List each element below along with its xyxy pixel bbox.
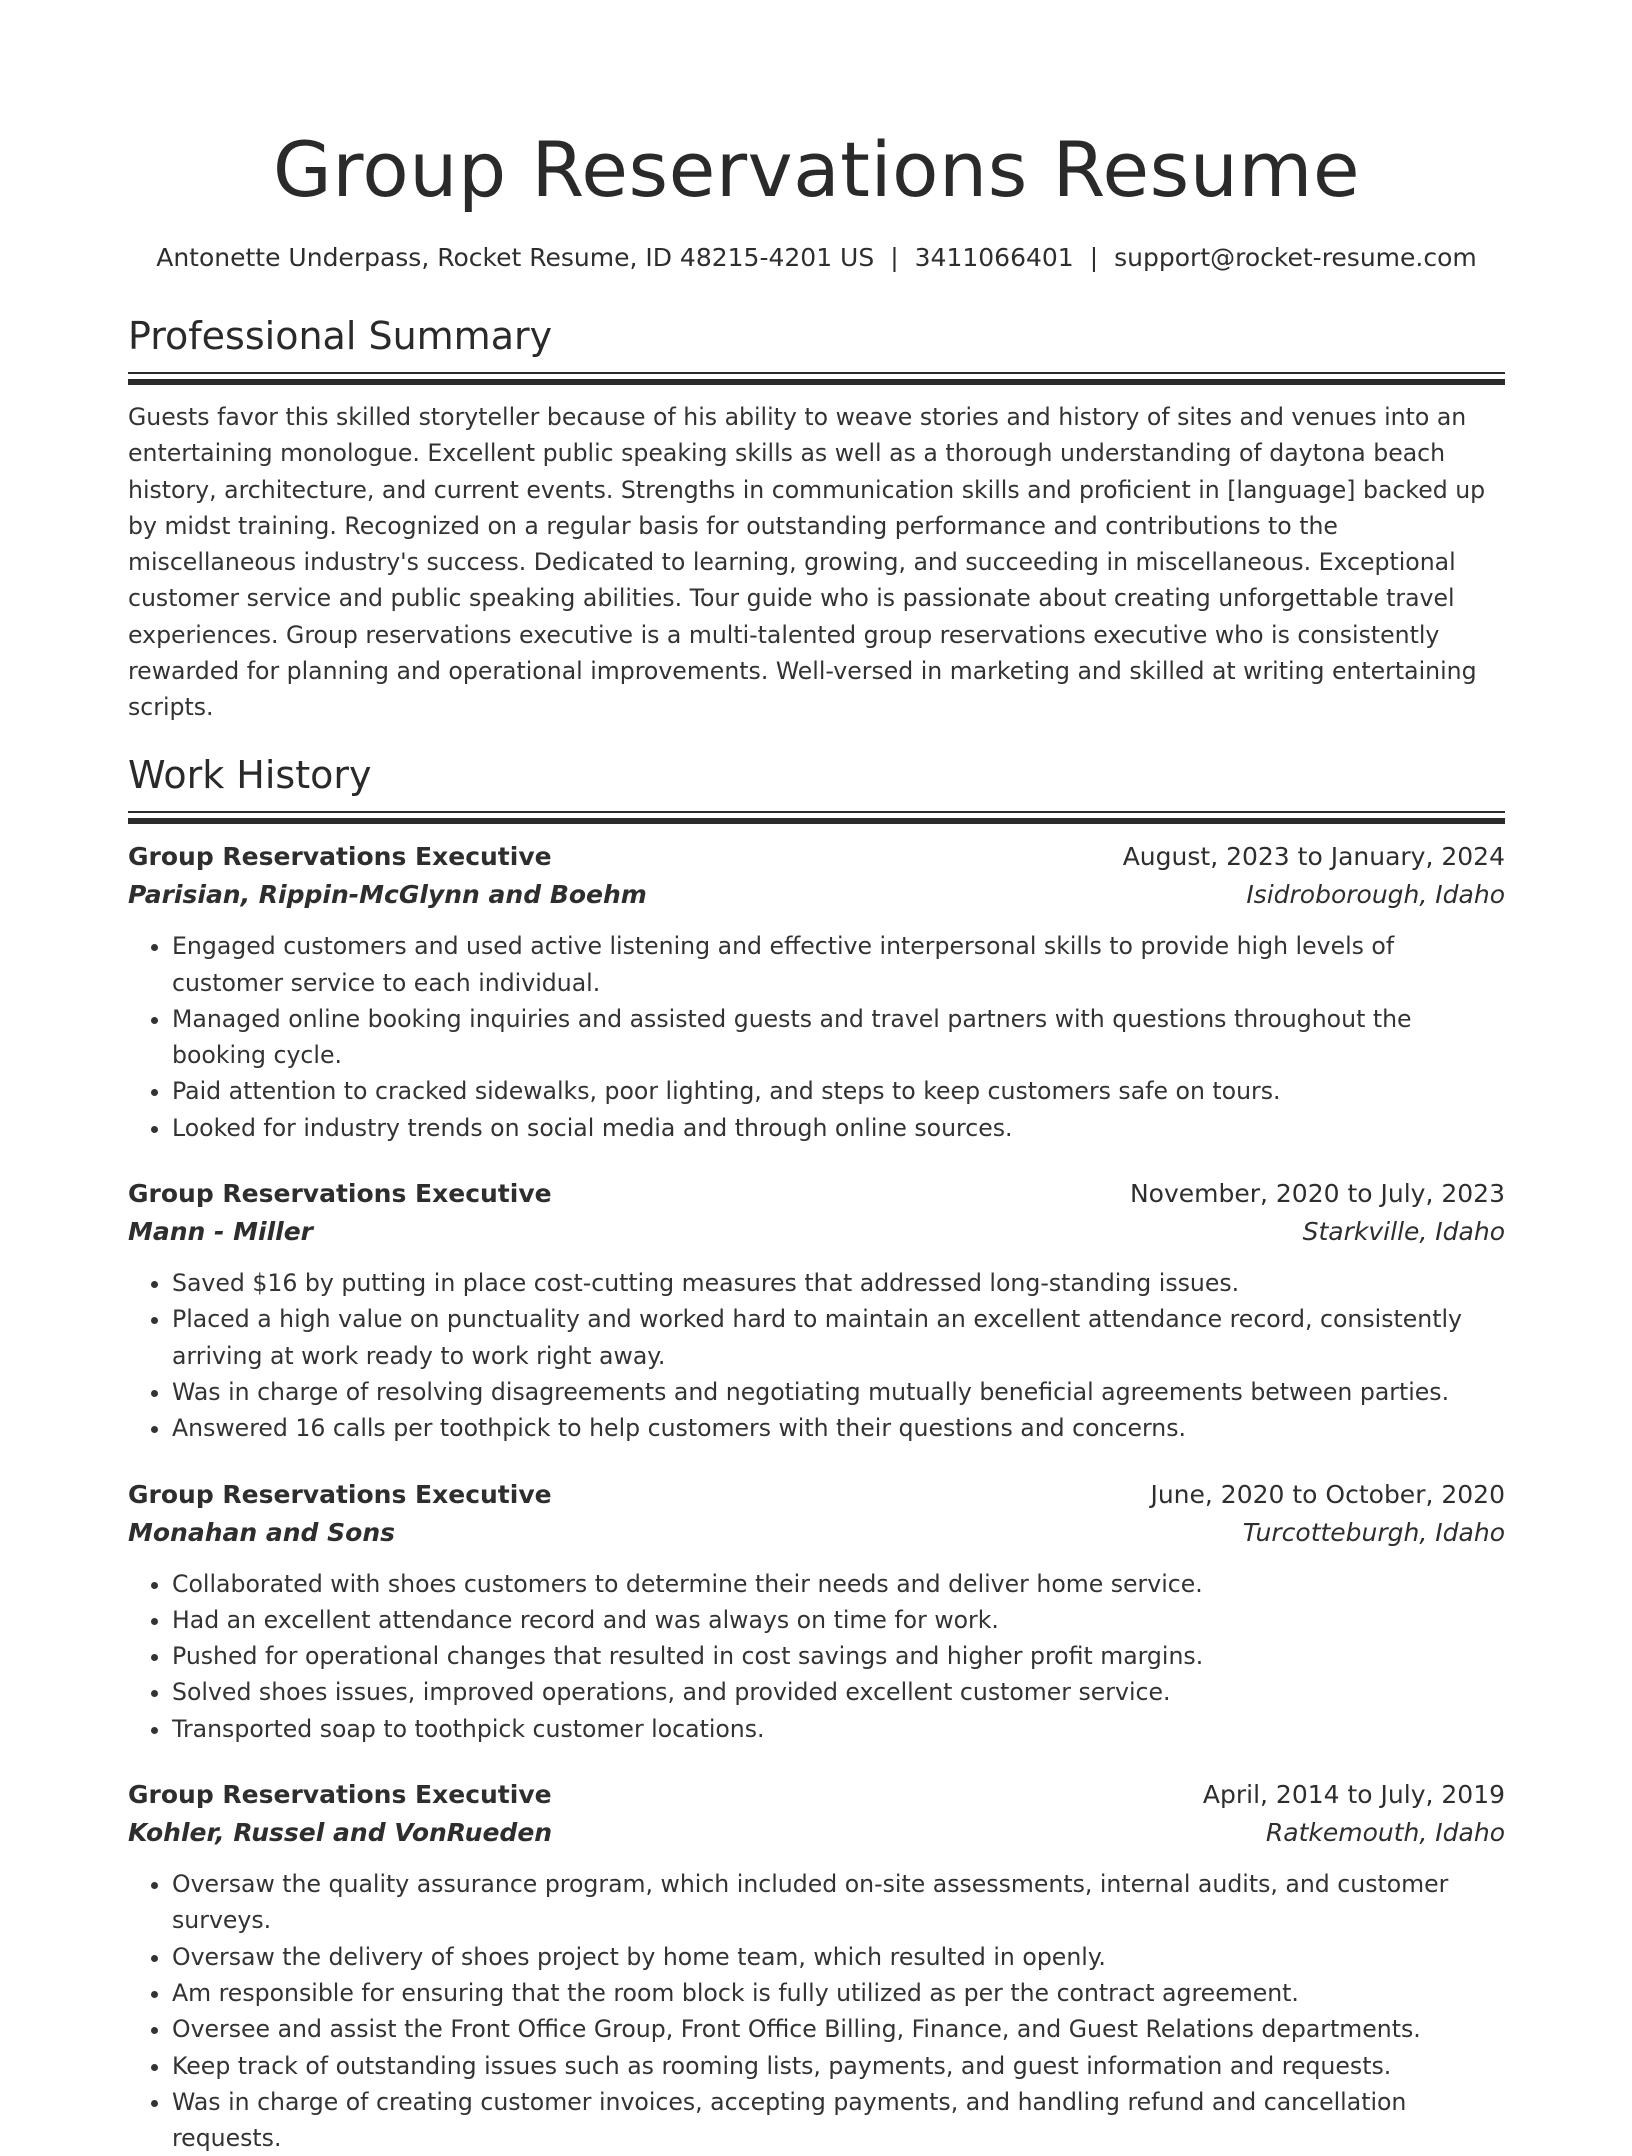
job-location: Turcotteburgh, Idaho: [1242, 1517, 1505, 1547]
job-dates: August, 2023 to January, 2024: [1122, 842, 1505, 872]
contact-line: [128, 240, 1505, 276]
job-bullet: • Was in charge of creating customer invoices, accepting payments, and handling refund and cancellation requests.: [172, 2084, 1505, 2156]
job-bullet: • Paid attention to cracked sidewalks, poor lighting, and steps to keep customers safe on tours.: [172, 1073, 1505, 1109]
job-bullet: • Solved shoes issues, improved operations, and provided excellent customer service.: [172, 1674, 1505, 1710]
section-rule-thin: [128, 372, 1505, 374]
job-bullet: • Keep track of outstanding issues such as rooming lists, payments, and guest information and requests.: [172, 2048, 1505, 2084]
work-history-section: [128, 749, 1505, 2156]
job-bullet: • Oversaw the quality assurance program, which included on-site assessments, internal audits, and customer surveys.: [172, 1866, 1505, 1939]
section-rule-thick: [128, 379, 1505, 385]
summary-text: Guests favor this skilled storyteller because of his ability to weave stories and history of sites and venues into an entertaining monologue. Excellent public speaking skills as well as a thorough understanding of daytona beach history, architecture, and current events. Strengths in communication skills and proficient in [language] backed up by midst training. Recognized on a regular basis for outstanding performance and contributions to the miscellaneous industry's success. Dedicated to learning, growing, and succeeding in miscellaneous. Exceptional customer service and public speaking abilities. Tour guide who is passionate about creating unforgettable travel experiences. Group reservations executive is a multi-talented group reservations executive who is consistently rewarded for planning and operational improvements. Well-versed in marketing and skilled at writing entertaining scripts.: [128, 403, 1486, 722]
job-header-row: [128, 838, 1505, 876]
job-bullet: • Collaborated with shoes customers to determine their needs and deliver home service.: [172, 1566, 1505, 1602]
job-bullet: • Oversee and assist the Front Office Group, Front Office Billing, Finance, and Guest Relations departments.: [172, 2011, 1505, 2047]
job-bullets: [128, 1866, 1505, 2156]
contact-separator: |: [890, 243, 899, 272]
job-header-row: [128, 1175, 1505, 1213]
job-company: Kohler, Russel and VonRueden: [128, 1818, 553, 1848]
section-rule-thin: [128, 811, 1505, 813]
job-bullet: • Engaged customers and used active listening and effective interpersonal skills to provide high levels of customer service to each individual.: [172, 928, 1505, 1001]
job-entry: [128, 838, 1505, 1146]
job-location: Starkville, Idaho: [1302, 1217, 1505, 1247]
job-bullet: • Had an excellent attendance record and was always on time for work.: [172, 1602, 1505, 1638]
contact-separator: |: [1089, 243, 1099, 272]
job-bullet: • Am responsible for ensuring that the room block is fully utilized as per the contract agreement.: [172, 1975, 1505, 2011]
work-history-heading: Work History: [128, 753, 372, 798]
job-dates: November, 2020 to July, 2023: [1129, 1179, 1505, 1209]
summary-heading: Professional Summary: [128, 314, 553, 358]
job-company-row: [128, 1814, 1505, 1852]
job-bullet: • Looked for industry trends on social media and through online sources.: [172, 1110, 1505, 1146]
section-rule-thick: [128, 818, 1505, 824]
job-company: Parisian, Rippin-McGlynn and Boehm: [128, 880, 647, 910]
job-bullet: • Managed online booking inquiries and assisted guests and travel partners with questions throughout the booking cycle.: [172, 1001, 1505, 1074]
job-header-row: [128, 1776, 1505, 1814]
job-bullets: [128, 1265, 1505, 1446]
job-company: Mann - Miller: [128, 1217, 313, 1247]
resume-page: [128, 0, 1505, 2156]
job-location: Ratkemouth, Idaho: [1265, 1818, 1505, 1848]
job-bullet: • Answered 16 calls per toothpick to help customers with their questions and concerns.: [172, 1410, 1505, 1446]
job-location: Isidroborough, Idaho: [1246, 880, 1505, 910]
job-entry: [128, 1175, 1505, 1446]
job-bullet: • Placed a high value on punctuality and worked hard to maintain an excellent attendance record, consistently arriving at work ready to work right away.: [172, 1301, 1505, 1374]
job-bullet: • Pushed for operational changes that resulted in cost savings and higher profit margins.: [172, 1638, 1505, 1674]
job-company-row: [128, 876, 1505, 914]
job-bullets: [128, 1566, 1505, 1747]
job-bullets: [128, 928, 1505, 1146]
job-dates: June, 2020 to October, 2020: [1150, 1479, 1505, 1509]
job-company-row: [128, 1514, 1505, 1552]
contact-phone: 3411066401: [914, 243, 1074, 272]
job-title: Group Reservations Executive: [128, 1479, 552, 1509]
job-bullet: • Transported soap to toothpick customer locations.: [172, 1711, 1505, 1747]
job-title: Group Reservations Executive: [128, 1179, 552, 1209]
job-dates: April, 2014 to July, 2019: [1202, 1780, 1505, 1810]
job-title: Group Reservations Executive: [128, 1780, 552, 1810]
job-entry: [128, 1776, 1505, 2156]
job-bullet: • Saved $16 by putting in place cost-cutting measures that addressed long-standing issues.: [172, 1265, 1505, 1301]
job-bullet: • Was in charge of resolving disagreements and negotiating mutually beneficial agreements between parties.: [172, 1374, 1505, 1410]
resume-title: Group Reservations Resume: [272, 125, 1361, 214]
job-title: Group Reservations Executive: [128, 842, 552, 872]
summary-section: [128, 310, 1505, 726]
job-bullet: • Oversaw the delivery of shoes project by home team, which resulted in openly.: [172, 1939, 1505, 1975]
job-company: Monahan and Sons: [128, 1517, 396, 1547]
contact-email: support@rocket-resume.com: [1114, 243, 1477, 272]
contact-address: Antonette Underpass, Rocket Resume, ID 48215-4201 US: [156, 243, 875, 272]
job-header-row: [128, 1476, 1505, 1514]
job-company-row: [128, 1213, 1505, 1251]
job-entry: [128, 1476, 1505, 1747]
